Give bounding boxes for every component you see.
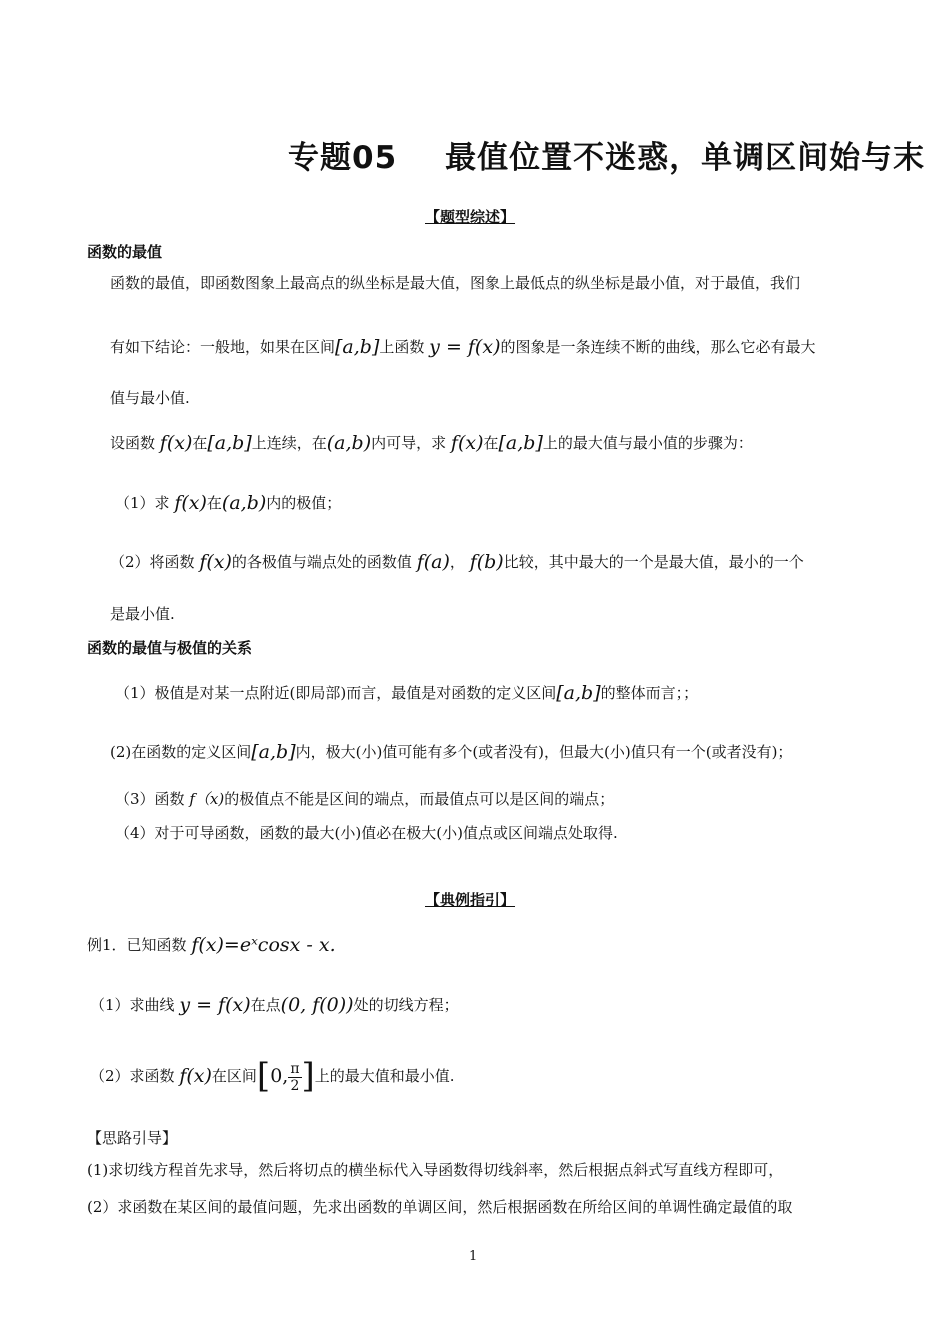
- para-2: 有如下结论：一般地，如果在区间[a,b]上函数 y = f(x)的图象是一条连续不断的曲线，那么它必有最大: [110, 336, 816, 358]
- relation-1: （1）极值是对某一点附近(即局部)而言，最值是对函数的定义区间[a,b]的整体而言；；: [115, 682, 699, 704]
- para-7: 是最小值.: [110, 605, 175, 623]
- question-1: （1）求曲线 y = f(x)在点(0, f(0))处的切线方程；: [90, 994, 459, 1016]
- relation-2: (2)在函数的定义区间[a,b]内，极大(小)值可能有多个(或者没有)，但最大(小)值只有一个(或者没有)；: [110, 741, 793, 763]
- function-definition: f(x)=eˣcosx - x.: [191, 934, 336, 956]
- page-number: 1: [469, 1249, 478, 1264]
- heading-max-value: 函数的最值: [87, 243, 163, 261]
- question-2: （2）求函数 f(x)在区间[0, $\frac{\pi}{2}$ ]上的最大值和最小值.: [90, 1056, 455, 1096]
- hint-2: (2）求函数在某区间的最值问题，先求出函数的单调区间，然后根据函数在所给区间的单调性确定最值的取: [87, 1198, 793, 1216]
- section-examples: 【典例指引】: [425, 891, 516, 909]
- page-title: [288, 132, 925, 177]
- hint-label: 【思路引导】: [87, 1129, 178, 1147]
- y-eq-fx: y = f(x): [429, 336, 501, 358]
- example-1: 例1．已知函数 f(x)=eˣcosx - x.: [87, 934, 336, 956]
- hint-1: (1)求切线方程首先求导，然后将切点的横坐标代入导函数得切线斜率，然后根据点斜式写直线方程即可，: [87, 1161, 784, 1179]
- section-overview: 【题型综述】: [425, 208, 516, 226]
- para-6: （2）将函数 f(x)的各极值与端点处的函数值 f(a)， f(b)比较，其中最大的一个是最大值，最小的一个: [110, 551, 804, 573]
- title-part2: 最值位置不迷惑，单调区间始与末: [445, 140, 926, 176]
- relation-4: （4）对于可导函数，函数的最大(小)值必在极大(小)值点或区间端点处取得.: [115, 824, 618, 842]
- para-5: （1）求 f(x)在(a,b)内的极值；: [115, 492, 342, 514]
- interval-ab: [a,b]: [335, 336, 380, 358]
- para-3: 值与最小值.: [110, 389, 190, 407]
- para-1: 函数的最值，即函数图象上最高点的纵坐标是最大值，图象上最低点的纵坐标是最小值，对于最值，我们: [110, 274, 801, 292]
- pi-over-2: $\frac{\pi}{2}$: [290, 1060, 300, 1094]
- para-4: 设函数 f(x)在[a,b]上连续，在(a,b)内可导，求 f(x)在[a,b]上的最大值与最小值的步骤为：: [110, 432, 753, 454]
- title-part1: 专题05: [288, 140, 398, 176]
- relation-3: （3）函数 f（x)的极值点不能是区间的端点，而最值点可以是区间的端点；: [115, 790, 615, 808]
- heading-relation: 函数的最值与极值的关系: [87, 639, 253, 657]
